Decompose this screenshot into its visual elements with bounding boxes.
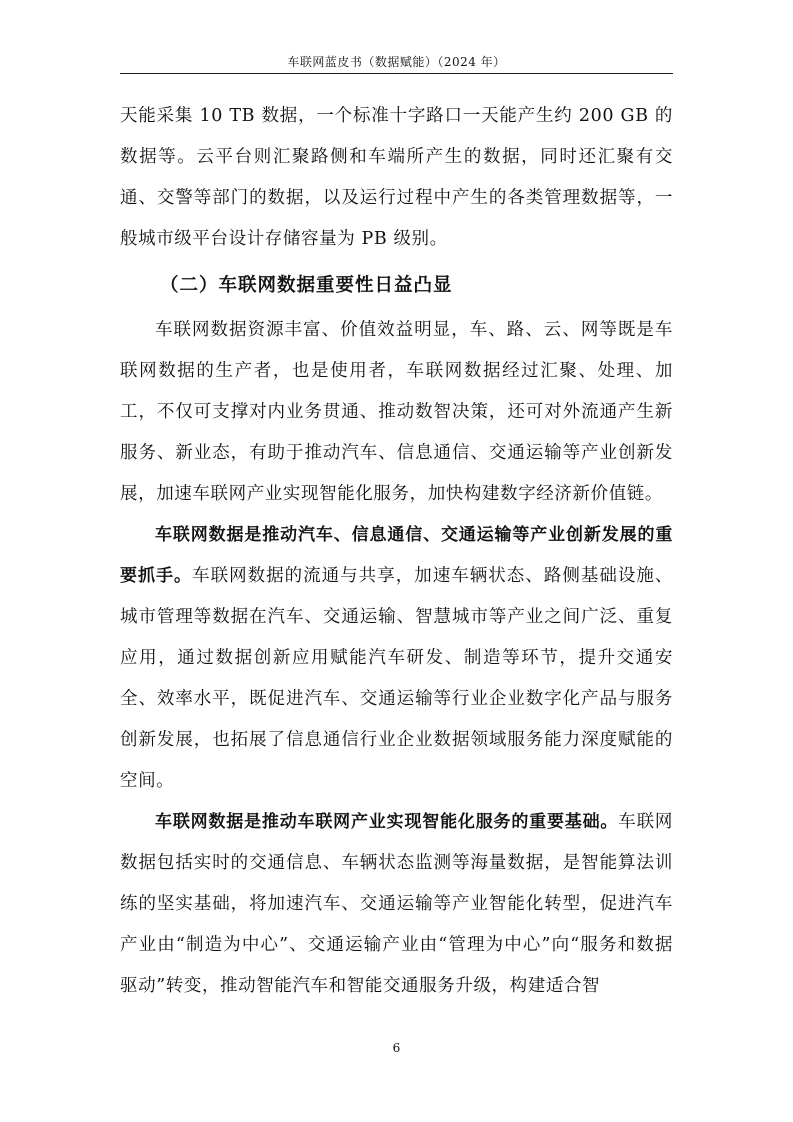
paragraph-point-1 [120,515,673,802]
section-heading: （二）车联网数据重要性日益凸显 [160,275,453,296]
paragraph-point-2-text: 车联网数据包括实时的交通信息、车辆状态监测等海量数据，是智能算法训练的坚实基础，将加速汽车、交通运输等产业智能化转型，促进汽车产业由“制造为中心”、交通运输产业由“管理为中心”向“服务和数据驱动”转变，推动智能汽车和智能交通服务升级，构建适合智 [120,812,673,996]
page-number: 6 [392,1041,401,1055]
paragraph-point-2 [120,802,673,1007]
paragraph-continuation: 天能采集 10 TB 数据，一个标准十字路口一天能产生约 200 GB 的数据等。云平台则汇聚路侧和车端所产生的数据，同时还汇聚有交通、交警等部门的数据，以及运行过程中产生的各类管理数据等，一般城市级平台设计存储容量为 PB 级别。 [120,106,673,249]
running-header: 车联网蓝皮书（数据赋能）（2024 年） [287,55,506,69]
paragraph-point-1-lead: 车联网数据是推动汽车、信息通信、交通运输等产业创新发展的重要抓手。 [120,525,673,586]
page-body [120,96,673,1007]
paragraph-intro: 车联网数据资源丰富、价值效益明显，车、路、云、网等既是车联网数据的生产者，也是使用者，车联网数据经过汇聚、处理、加工，不仅可支撑对内业务贯通、推动数智决策，还可对外流通产生新服务、新业态，有助于推动汽车、信息通信、交通运输等产业创新发展，加速车联网产业实现智能化服务，加快构建数字经济新价值链。 [120,320,673,504]
paragraph-point-2-lead: 车联网数据是推动车联网产业实现智能化服务的重要基础。 [155,812,619,832]
paragraph-point-1-text: 车联网数据的流通与共享，加速车辆状态、路侧基础设施、城市管理等数据在汽车、交通运输、智慧城市等产业之间广泛、重复应用，通过数据创新应用赋能汽车研发、制造等环节，提升交通安全、效率水平，既促进汽车、交通运输等行业企业数字化产品与服务创新发展，也拓展了信息通信行业企业数据领域服务能力深度赋能的空间。 [120,566,673,791]
header-rule [120,73,673,74]
